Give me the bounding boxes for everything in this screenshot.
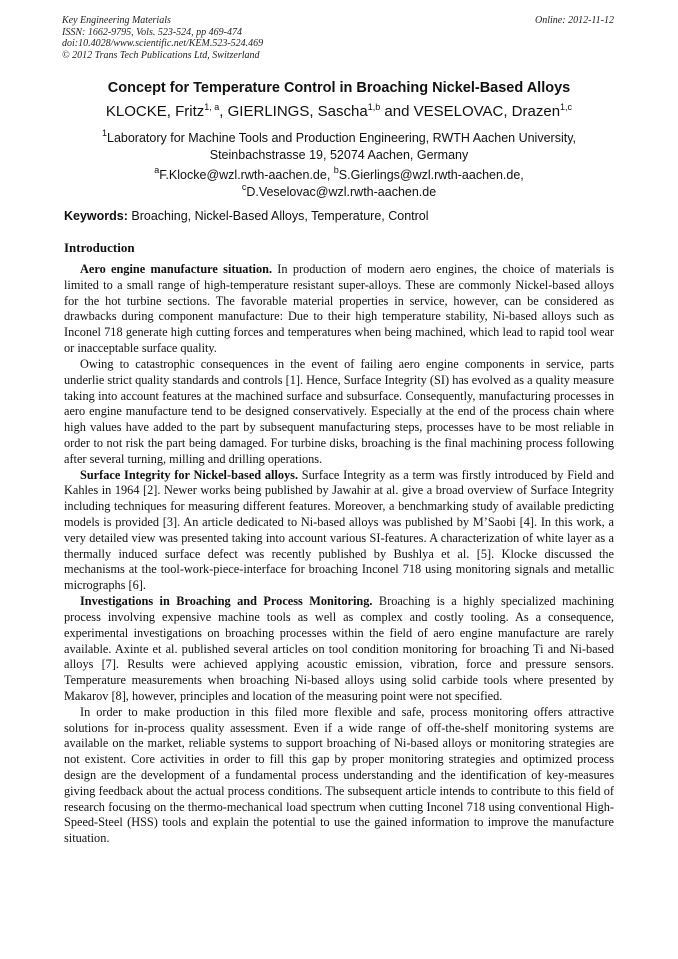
paragraph-3: Surface Integrity for Nickel-based alloys. Surface Integrity as a term was firstly introduced by Field and Kahles in 1964 [2]. Newer works being published by Jawahir at al. give a broad overview of Surface Integrity including techniques for measuring different features. Moreover, a benchmarking study of available predicting models is provided [3]. An article dedicated to Ni-based alloys was published by M’Saobi [4]. In this work, a very detailed view was presented taking into account various SI-features. A characterization of white layer as a thermally induced surface defect was recently published by Bushlya et al. [5]. Klocke discussed the mechanisms at the tool-work-piece-interface for broaching Inconel 718 using monitoring signals and metallic micrographs [6]. <box>64 467 614 593</box>
email-klocke[interactable]: F.Klocke@wzl.rwth-aachen.de, <box>159 168 334 182</box>
affiliation-line-2: Steinbachstrasse 19, 52074 Aachen, Germany <box>209 147 469 162</box>
keywords-label: Keywords: <box>64 209 128 223</box>
keywords <box>64 209 429 223</box>
author-veselovac: VESELOVAC, Drazen <box>413 103 561 120</box>
author-separator: and <box>380 103 414 120</box>
affiliation <box>0 130 678 163</box>
issn-line: ISSN: 1662-9795, Vols. 523-524, pp 469-474 <box>62 26 242 38</box>
author-separator: , <box>219 103 228 120</box>
author-emails <box>0 167 678 200</box>
paper-title: Concept for Temperature Control in Broaching Nickel-Based Alloys <box>107 80 571 96</box>
paragraph-4-lead: Investigations in Broaching and Process Monitoring. <box>80 594 373 609</box>
body-text <box>64 262 614 847</box>
online-date: Online: 2012-11-12 <box>535 15 614 26</box>
journal-name: Key Engineering Materials <box>62 15 171 26</box>
email-gierlings[interactable]: S.Gierlings@wzl.rwth-aachen.de, <box>338 168 524 182</box>
paragraph-1-lead: Aero engine manufacture situation. <box>80 262 273 276</box>
keywords-text: Broaching, Nickel-Based Alloys, Temperature, Control <box>127 209 429 223</box>
doi-line: doi:10.4028/www.scientific.net/KEM.523-524.469 <box>62 38 264 49</box>
email-line-2: $^c$D.Veselovac@wzl.rwth-aachen.de <box>241 181 437 199</box>
copyright-line: © 2012 Trans Tech Publications Ltd, Switzerland <box>62 49 260 61</box>
paragraph-4: Investigations in Broaching and Process Monitoring. Broaching is a highly specialized machining process involving expensive machine tools as well as complex and costly tooling. As a consequence, experimental investigations on broaching processes within the field of aero engine manufacture are rarely available. Axinte et al. published several articles on tool condition monitoring for broaching Ti and Ni-based alloys [7]. Results were achieved applying acoustic emission, vibration, force and pressure sensors. Temperature measurements when broaching Ni-based alloys using solid carbide tools where presented by Makarov [8], however, principles and location of the measuring point were not specified. <box>64 594 614 703</box>
author-veselovac-sup: 1,c <box>560 102 573 112</box>
author-gierlings: GIERLINGS, Sascha <box>227 103 368 120</box>
paragraph-2: Owing to catastrophic consequences in the event of failing aero engine components in service, parts underlie strict quality standards and controls [1]. Hence, Surface Integrity (SI) has evolved as a quality measure taking into account features at the machined surface and subsurface. Consequently, manufacturing processes in aero engine manufacture tend to be designed conservatively. Especially at the end of the process chain where high values have added to the part by subsequent manufacturing steps, processes have to be most reliable in order to not risk the part being damaged. For turbine disks, broaching is the final machining process following after several turning, milling and drilling operations. <box>64 356 614 466</box>
journal-header <box>62 15 263 61</box>
paragraph-5: In order to make production in this filed more flexible and safe, process monitoring offers attractive solutions for in-process quality assessment. Even if a wide range of off-the-shelf monitoring systems are available on the market, reliable systems to support broaching of Ni-based alloys or monitoring strategies are not existent. Core activities in order to fill this gap by proper monitoring strategies and optimized process design are the development of a fundamental process understanding and the identification of key-measures giving feedback about the actual process conditions. The subsequent article intends to contribute to this field of research focusing on the thermo-mechanical load spectrum when cutting Inconel 718 using conventional High-Speed-Steel (HSS) tools and explain the potential to use the gained information to improve the manufacture situation. <box>64 704 614 846</box>
author-klocke: KLOCKE, Fritz <box>105 103 205 120</box>
author-gierlings-sup: 1,b <box>367 102 381 112</box>
affiliation-line-1: $^1$Laboratory for Machine Tools and Production Engineering, RWTH Aachen University, <box>101 128 576 145</box>
email-line-1: $^a$F.Klocke@wzl.rwth-aachen.de, $^b$S.Gierlings@wzl.rwth-aachen.de, <box>154 165 524 182</box>
author-klocke-sup: 1, a <box>204 102 220 112</box>
affiliation-sup: 1 <box>101 128 107 138</box>
paragraph-3-lead: Surface Integrity for Nickel-based alloys. <box>80 467 299 482</box>
section-heading-introduction: Introduction <box>64 240 135 255</box>
paragraph-1: Aero engine manufacture situation. In production of modern aero engines, the choice of materials is limited to a small range of high-temperature resistant super-alloys. These are commonly Nickel-based alloys for the hot turbine sections. The favorable material properties in service, however, can be considered as drawbacks during component manufacture: Due to their high temperature stability, Ni-based alloys such as Inconel 718 generate high cutting forces and temperatures when being machined, which lead to rapid tool wear or inacceptable surface quality. <box>64 262 614 356</box>
email-veselovac[interactable]: D.Veselovac@wzl.rwth-aachen.de <box>246 184 437 199</box>
author-list <box>0 103 678 120</box>
